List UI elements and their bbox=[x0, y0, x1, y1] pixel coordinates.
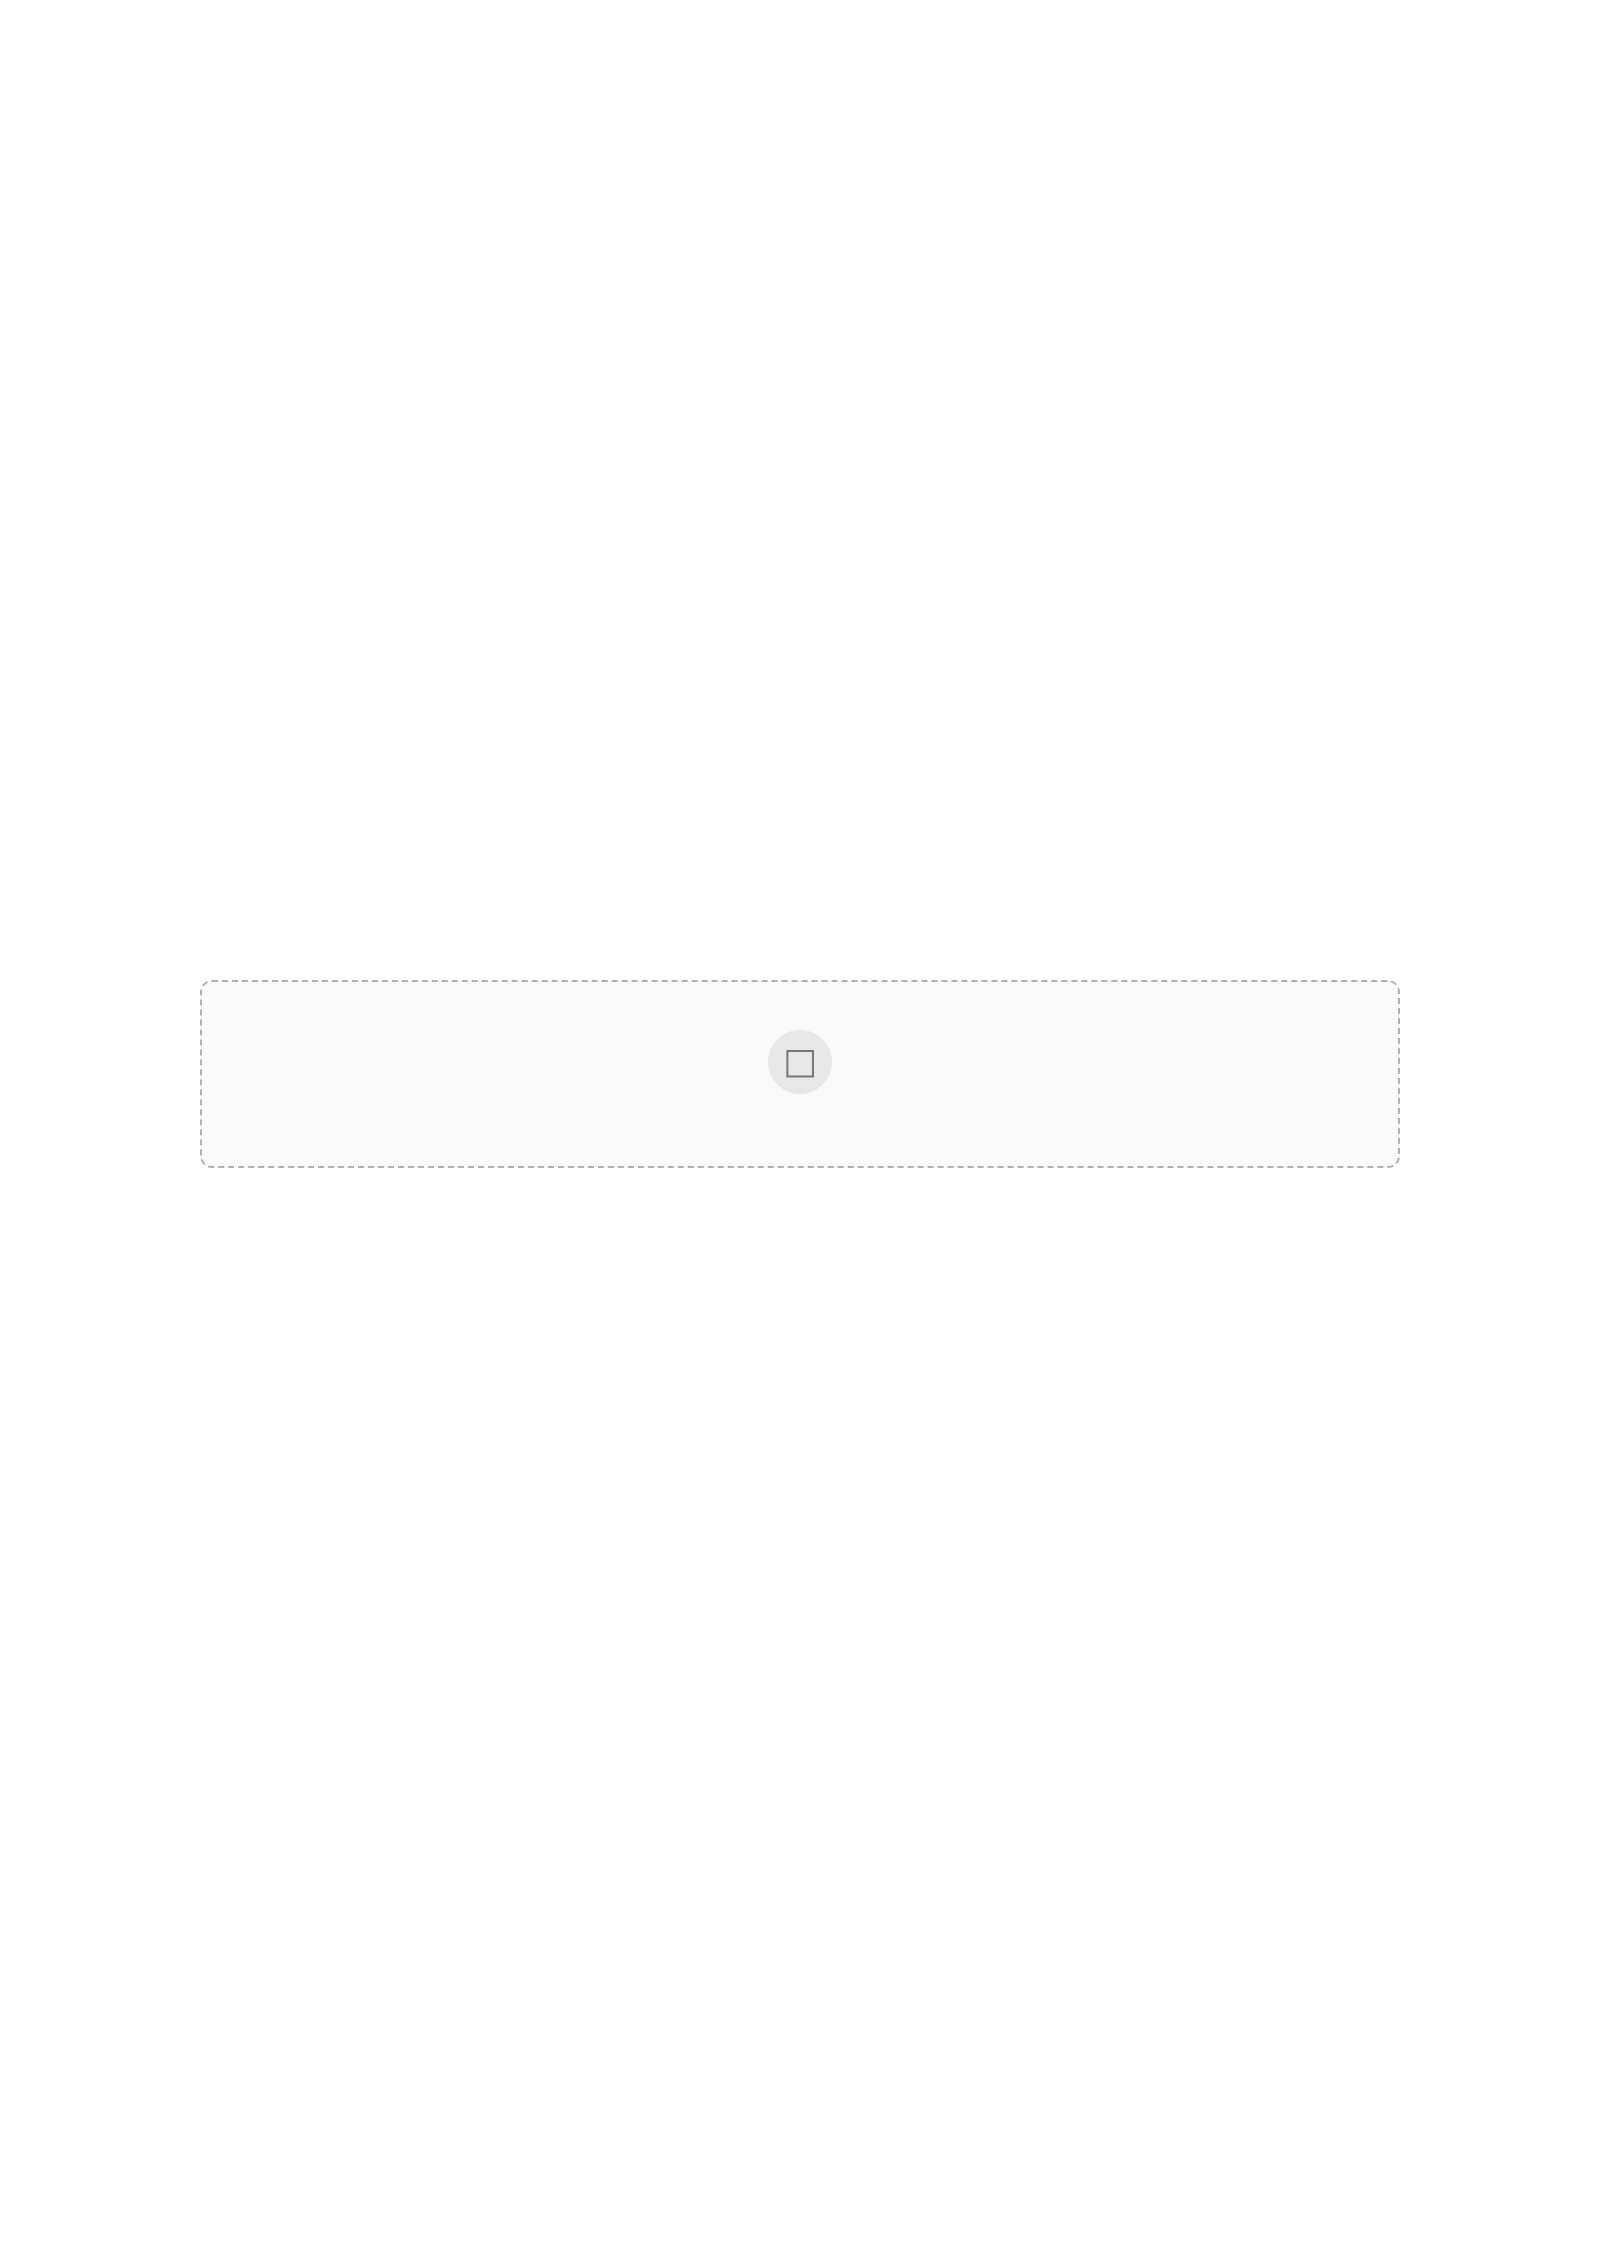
missing-image-notice bbox=[200, 980, 1400, 1168]
image-missing-icon: □ bbox=[768, 1030, 832, 1094]
